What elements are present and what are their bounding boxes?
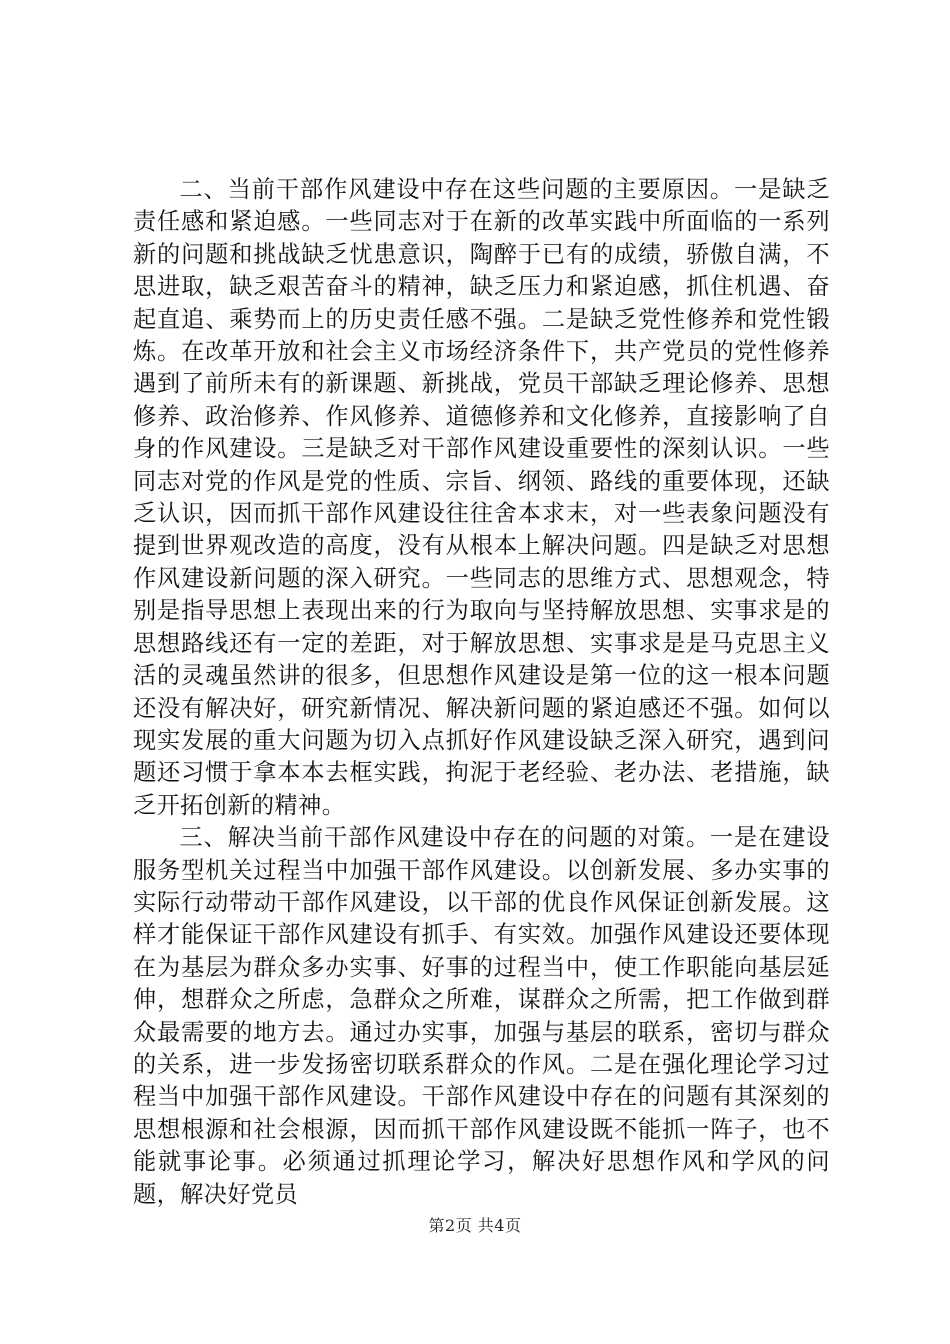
document-body <box>133 174 830 1211</box>
page-footer: 第2页 共4页 <box>428 1216 522 1235</box>
paragraph-countermeasures: 三、解决当前干部作风建设中存在的问题的对策。一是在建设服务型机关过程当中加强干部作风建设。以创新发展、多办实事的实际行动带动干部作风建设，以干部的优良作风保证创新发展。这样才能保证干部作风建设有抓手、有实效。加强作风建设还要体现在为基层为群众多办实事、好事的过程当中，使工作职能向基层延伸，想群众之所虑，急群众之所难，谋群众之所需，把工作做到群众最需要的地方去。通过办实事，加强与基层的联系，密切与群众的关系，进一步发扬密切联系群众的作风。二是在强化理论学习过程当中加强干部作风建设。干部作风建设中存在的问题有其深刻的思想根源和社会根源，因而抓干部作风建设既不能抓一阵子，也不能就事论事。必须通过抓理论学习，解决好思想作风和学风的问题，解决好党员 <box>133 824 830 1208</box>
paragraph-causes: 二、当前干部作风建设中存在这些问题的主要原因。一是缺乏责任感和紧迫感。一些同志对于在新的改革实践中所面临的一系列新的问题和挑战缺乏忧患意识，陶醉于已有的成绩，骄傲自满，不思进取，缺乏艰苦奋斗的精神，缺乏压力和紧迫感，抓住机遇、奋起直追、乘势而上的历史责任感不强。二是缺乏党性修养和党性锻炼。在改革开放和社会主义市场经济条件下，共产党员的党性修养遇到了前所未有的新课题、新挑战，党员干部缺乏理论修养、思想修养、政治修养、作风修养、道德修养和文化修养，直接影响了自身的作风建设。三是缺乏对干部作风建设重要性的深刻认识。一些同志对党的作风是党的性质、宗旨、纲领、路线的重要体现，还缺乏认识，因而抓干部作风建设往往舍本求末，对一些表象问题没有提到世界观改造的高度，没有从根本上解决问题。四是缺乏对思想作风建设新问题的深入研究。一些同志的思维方式、思想观念，特别是指导思想上表现出来的行为取向与坚持解放思想、实事求是的思想路线还有一定的差距，对于解放思想、实事求是是马克思主义活的灵魂虽然讲的很多，但思想作风建设是第一位的这一根本问题还没有解决好，研究新情况、解决新问题的紧迫感还不强。如何以现实发展的重大问题为切入点抓好作风建设缺乏深入研究，遇到问题还习惯于拿本本去框实践，拘泥于老经验、老办法、老措施，缺乏开拓创新的精神。 <box>133 176 830 819</box>
